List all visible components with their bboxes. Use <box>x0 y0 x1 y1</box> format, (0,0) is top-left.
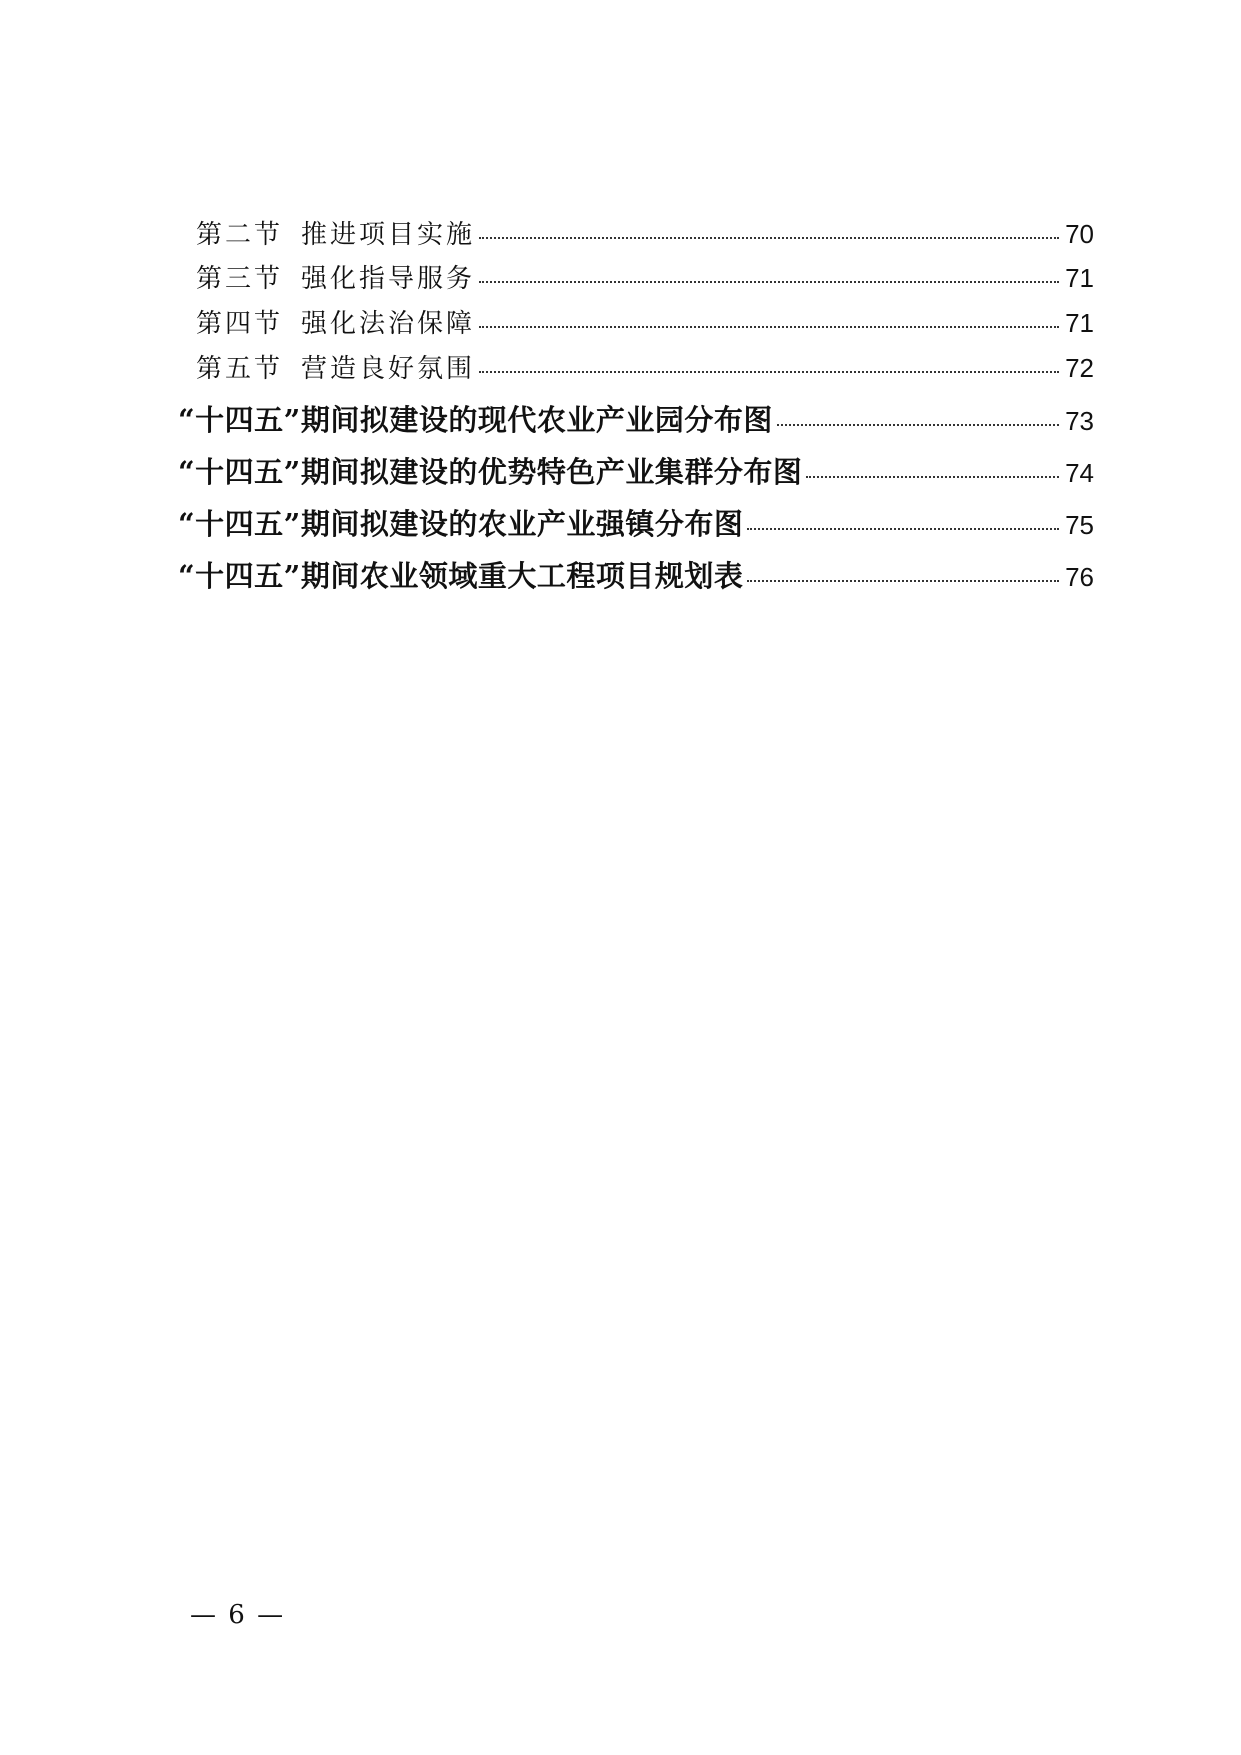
section-title: 推进项目实施 <box>301 220 476 250</box>
dot-leader <box>747 580 1059 582</box>
appendix-title: “十四五”期间农业领域重大工程项目规划表 <box>178 559 744 593</box>
section-title: 强化法治保障 <box>301 309 476 339</box>
page-footer-number: — 6 — <box>190 1600 286 1630</box>
toc-entry-appendix[interactable] <box>178 450 1094 491</box>
dot-leader <box>806 476 1059 478</box>
toc-entry[interactable] <box>196 303 1094 340</box>
page-number: 76 <box>1065 562 1094 592</box>
page-number: 71 <box>1065 263 1094 293</box>
dot-leader <box>479 371 1059 373</box>
appendix-title: “十四五”期间拟建设的现代农业产业园分布图 <box>178 403 773 437</box>
page-number: 72 <box>1065 353 1094 383</box>
appendix-title: “十四五”期间拟建设的农业产业强镇分布图 <box>178 507 744 541</box>
toc-entry[interactable] <box>196 214 1094 251</box>
section-number: 第三节 <box>196 264 284 294</box>
toc-entry-appendix[interactable] <box>178 554 1094 595</box>
toc-entry-appendix[interactable] <box>178 502 1094 543</box>
toc-entry-appendix[interactable] <box>178 398 1094 439</box>
section-number: 第五节 <box>196 354 284 384</box>
appendix-title: “十四五”期间拟建设的优势特色产业集群分布图 <box>178 455 803 489</box>
toc-entry[interactable] <box>196 348 1094 385</box>
section-title: 强化指导服务 <box>301 264 476 294</box>
section-number: 第四节 <box>196 309 284 339</box>
page-number: 71 <box>1065 308 1094 338</box>
dot-leader <box>777 424 1059 426</box>
page-number: 73 <box>1065 406 1094 436</box>
page-number: 74 <box>1065 458 1094 488</box>
page-number: 70 <box>1065 219 1094 249</box>
dot-leader <box>479 281 1059 283</box>
dot-leader <box>747 528 1059 530</box>
page-number: 75 <box>1065 510 1094 540</box>
section-number: 第二节 <box>196 220 284 250</box>
dot-leader <box>479 237 1059 239</box>
section-title: 营造良好氛围 <box>301 354 476 384</box>
toc-entry[interactable] <box>196 258 1094 295</box>
dot-leader <box>479 326 1059 328</box>
